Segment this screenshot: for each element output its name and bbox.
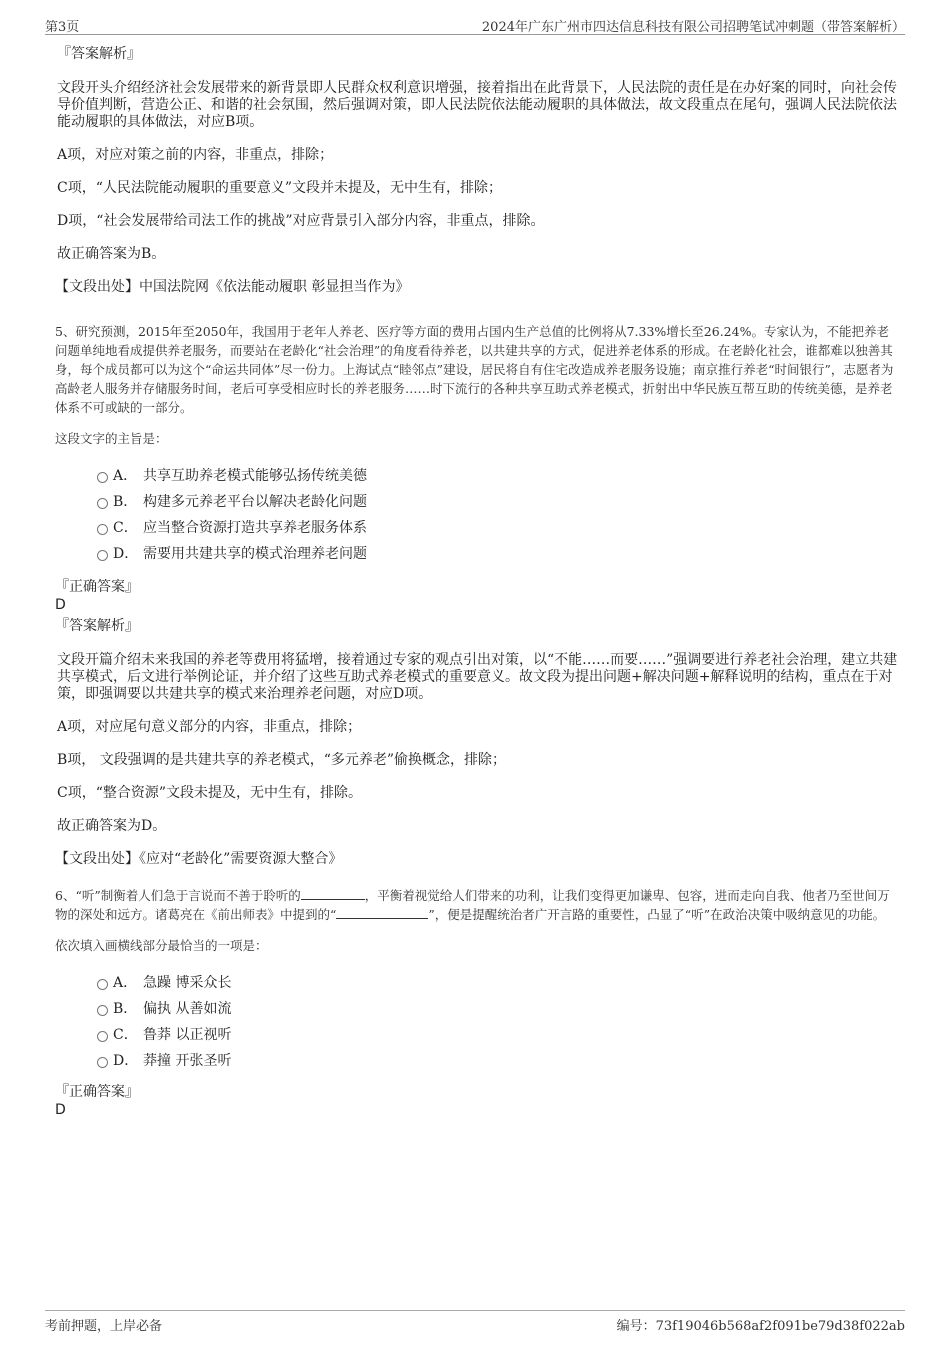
analysis-label: 『答案解析』 <box>57 46 141 62</box>
question-5-ask: 这段文字的主旨是： <box>55 431 168 446</box>
blank-2 <box>336 906 428 919</box>
passage-source: 【文段出处】《应对“老龄化”需要资源大整合》 <box>55 851 343 867</box>
option-key: B． <box>113 494 138 510</box>
analysis-paragraph: 文段开头介绍经济社会发展带来的新背景即人民群众权利意识增强，接着指出在此背景下，人民法院的责任是在办好案的同时，向社会传导价值判断，营造公正、和谐的社会氛围，然后强调对策，即人民法院依法能动履职的具体做法，故文段重点在尾句，强调人民法院依法能动履职的具体做法，对应B项。 <box>57 80 897 130</box>
analysis-item-a: A项，对应对策之前的内容，非重点，排除； <box>57 147 334 163</box>
page-header <box>45 14 905 35</box>
analysis-item-c: C项，“整合资源”文段未提及，无中生有，排除。 <box>57 785 363 801</box>
option-key: A． <box>113 468 138 484</box>
page-number: 第3页 <box>45 20 80 35</box>
radio-icon[interactable] <box>97 524 108 535</box>
question-6-options <box>55 970 900 1074</box>
analysis-conclusion: 故正确答案为B。 <box>57 246 166 262</box>
analysis-item-a: A项，对应尾句意义部分的内容，非重点，排除； <box>57 719 362 735</box>
option-text: 需要用共建共享的模式治理养老问题 <box>143 546 367 562</box>
option-key: C． <box>113 520 138 536</box>
option-b[interactable] <box>55 489 900 515</box>
option-a[interactable] <box>55 463 900 489</box>
blank-1 <box>301 887 365 900</box>
correct-answer-label: 『正确答案』 <box>55 579 139 595</box>
radio-icon[interactable] <box>97 1031 108 1042</box>
correct-answer: D <box>55 1102 66 1118</box>
analysis-label: 『答案解析』 <box>55 618 139 634</box>
radio-icon[interactable] <box>97 472 108 483</box>
option-key: D． <box>113 1053 139 1069</box>
option-key: C． <box>113 1027 138 1043</box>
option-key: D． <box>113 546 139 562</box>
option-key: A． <box>113 975 138 991</box>
analysis-conclusion: 故正确答案为D。 <box>57 818 167 834</box>
option-text: 莽撞 开张圣听 <box>143 1053 232 1069</box>
option-text: 偏执 从善如流 <box>143 1001 232 1017</box>
analysis-paragraph: 文段开篇介绍未来我国的养老等费用将猛增，接着通过专家的观点引出对策，以“不能……而要……”强调要进行养老社会治理，建立共建共享模式，后文进行举例论证，并介绍了这些互助式养老模式的重要意义。故文段为提出问题+解决问题+解释说明的结构，重点在于对策，即强调要以共建共享的模式来治理养老问题，对应D项。 <box>57 652 898 702</box>
option-d[interactable] <box>55 1048 900 1074</box>
analysis-item-b: B项， 文段强调的是共建共享的养老模式，“多元养老”偷换概念，排除； <box>57 752 507 768</box>
option-text: 鲁莽 以正视听 <box>143 1027 232 1043</box>
option-key: B． <box>113 1001 138 1017</box>
footer-slogan: 考前押题，上岸必备 <box>45 1319 163 1334</box>
page-footer <box>45 1310 905 1334</box>
question-5-text: 5、研究预测，2015年至2050年，我国用于老年人养老、医疗等方面的费用占国内生产总值的比例将从7.33%增长至26.24%。专家认为，不能把养老问题单纯地看成提供养老服务，而要站在老龄化“社会治理”的角度看待养老，以共建共享的方式，促进养老体系的形成。在老龄化社会，谁都难以独善其身，每个成员都可以为这个“命运共同体”尽一份力。上海试点“睦邻点”建设，居民将自有住宅改造成养老服务设施；南京推行养老“时间银行”，志愿者为高龄老人服务并存储服务时间，老后可享受相应时长的养老服务……时下流行的各种共享互助式养老模式，折射出中华民族互帮互助的传统美德，是养老体系不可或缺的一部分。 <box>55 324 894 415</box>
option-text: 应当整合资源打造共享养老服务体系 <box>143 520 367 536</box>
document-serial: 编号：73f19046b568af2f091be79d38f022ab <box>616 1319 905 1334</box>
option-b[interactable] <box>55 996 900 1022</box>
question-6-ask: 依次填入画横线部分最恰当的一项是： <box>55 938 268 953</box>
option-d[interactable] <box>55 541 900 567</box>
option-c[interactable] <box>55 1022 900 1048</box>
correct-answer-label: 『正确答案』 <box>55 1084 139 1100</box>
option-text: 急躁 博采众长 <box>143 975 232 991</box>
analysis-item-c: C项，“人民法院能动履职的重要意义”文段并未提及，无中生有，排除； <box>57 180 503 196</box>
question-6-part-2: ，平衡着视觉给人们带来的功利，让我们变得更加谦卑、包容，进而走向自我、他者乃至世间万物的深处和远方。诸葛亮在《前出师表》中提到的“ <box>55 888 890 922</box>
radio-icon[interactable] <box>97 979 108 990</box>
passage-source: 【文段出处】中国法院网《依法能动履职 彰显担当作为》 <box>55 279 410 295</box>
option-a[interactable] <box>55 970 900 996</box>
option-text: 构建多元养老平台以解决老龄化问题 <box>143 494 367 510</box>
question-6-part-3: ”，便是提醒统治者广开言路的重要性，凸显了“听”在政治决策中吸纳意见的功能。 <box>428 907 886 922</box>
question-5-options <box>55 463 900 567</box>
radio-icon[interactable] <box>97 550 108 561</box>
radio-icon[interactable] <box>97 1005 108 1016</box>
correct-answer: D <box>55 597 66 613</box>
question-6-part-1: 6、“听”制衡着人们急于言说而不善于聆听的 <box>55 888 301 903</box>
radio-icon[interactable] <box>97 1057 108 1068</box>
option-text: 共享互助养老模式能够弘扬传统美德 <box>143 468 367 484</box>
document-title: 2024年广东广州市四达信息科技有限公司招聘笔试冲刺题（带答案解析） <box>481 20 905 35</box>
radio-icon[interactable] <box>97 498 108 509</box>
page-content <box>55 44 900 1119</box>
analysis-item-d: D项，“社会发展带给司法工作的挑战”对应背景引入部分内容，非重点，排除。 <box>57 213 545 229</box>
option-c[interactable] <box>55 515 900 541</box>
question-6-text <box>55 886 900 924</box>
